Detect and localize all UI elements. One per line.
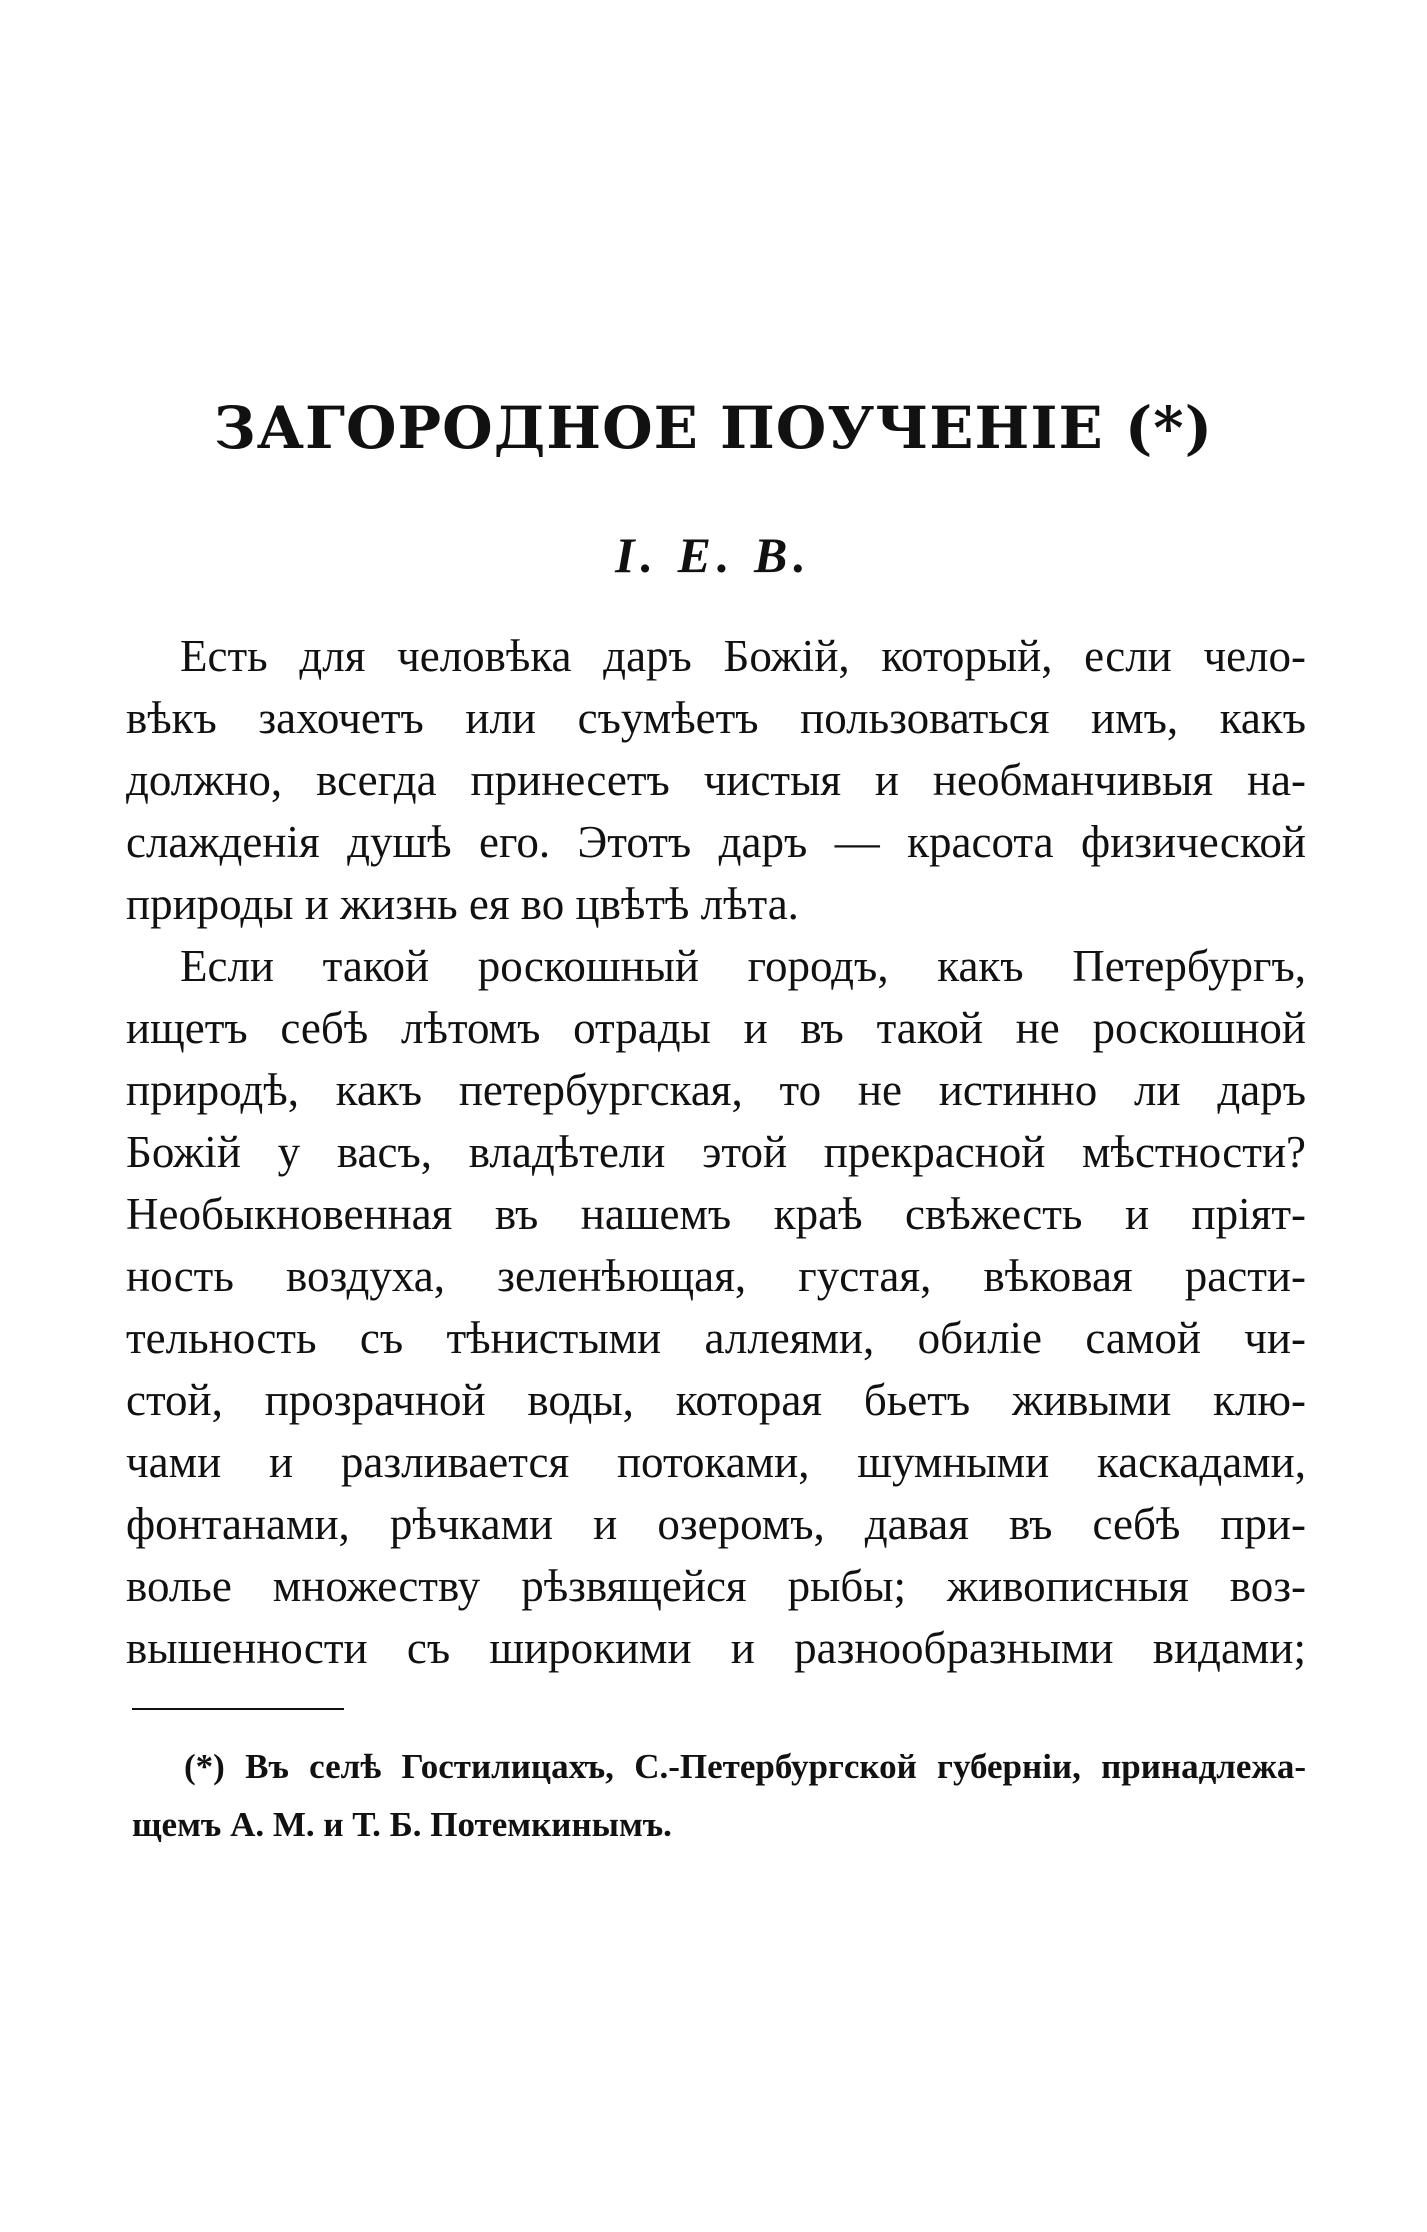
text-line: Если такой роскошный городъ, какъ Петербургъ, — [180, 941, 1306, 991]
text-line: вѣкъ захочетъ или съумѣетъ пользоваться имъ, какъ — [126, 693, 1306, 743]
text-line: должно, всегда принесетъ чистыя и необманчивыя на- — [126, 755, 1306, 805]
text-line: вышенности съ широкими и разнообразными видами; — [126, 1623, 1306, 1673]
footnote-line: (*) Въ селѣ Гостилицахъ, С.-Петербургской губерніи, принадлежа- — [184, 1747, 1306, 1786]
footnote-divider — [132, 1708, 344, 1710]
text-line: чами и разливается потоками, шумными каскадами, — [126, 1437, 1306, 1487]
text-line: Необыкновенная въ нашемъ краѣ свѣжесть и пріят- — [126, 1189, 1306, 1239]
text-line: слажденія душѣ его. Этотъ даръ — красота физической — [126, 817, 1306, 867]
footnote-line: щемъ А. М. и Т. Б. Потемкинымъ. — [132, 1805, 672, 1844]
text-line: стой, прозрачной воды, которая бьетъ живыми клю- — [126, 1375, 1306, 1425]
text-line: Есть для человѣка даръ Божій, который, если чело- — [180, 631, 1306, 681]
chapter-title: ЗАГОРОДНОЕ ПОУЧЕНІЕ (*) — [213, 394, 1214, 462]
footnote — [132, 1738, 1306, 1854]
body-text — [126, 625, 1306, 1679]
text-line: природѣ, какъ петербургская, то не истинно ли даръ — [126, 1065, 1306, 1115]
text-line: природы и жизнь ея во цвѣтѣ лѣта. — [126, 879, 799, 929]
text-line: фонтанами, рѣчками и озеромъ, давая въ себѣ при- — [126, 1499, 1306, 1549]
text-line: ищетъ себѣ лѣтомъ отрады и въ такой не роскошной — [126, 1003, 1306, 1053]
author-initials: І. Е. В. — [615, 527, 812, 583]
text-line: Божій у васъ, владѣтели этой прекрасной мѣстности? — [126, 1127, 1306, 1177]
text-line: волье множеству рѣзвящейся рыбы; живописныя воз- — [126, 1561, 1306, 1611]
text-line: тельность съ тѣнистыми аллеями, обиліе самой чи- — [126, 1313, 1306, 1363]
text-line: ность воздуха, зеленѣющая, густая, вѣковая расти- — [126, 1251, 1306, 1301]
